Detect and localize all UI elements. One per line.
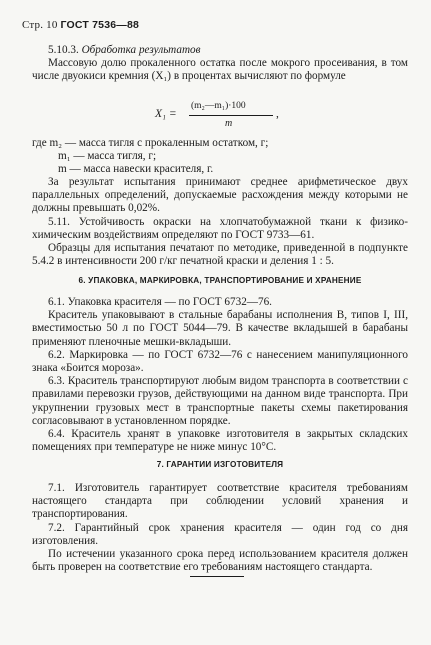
formula-definitions xyxy=(32,137,268,176)
section-7-heading: 7. ГАРАНТИИ ИЗГОТОВИТЕЛЯ xyxy=(156,460,284,469)
paragraph-6-1-b: Краситель упаковывают в стальные барабаны исполнения В, типов I, III, вместимостью 50 л по ГОСТ 5044—79. В качестве вкладышей в барабаны применяют пленочные мешки-вкладыши. xyxy=(32,309,408,348)
formula xyxy=(155,98,355,134)
paragraph-samples: Образцы для испытания печатают по методике, приведенной в подпункте 5.4.2 в интенсивности 200 г/кг печатной краски и деления 1 : 5. xyxy=(32,242,408,268)
section-5-results xyxy=(32,176,408,268)
section-5-10-3 xyxy=(32,44,408,84)
fraction-bar xyxy=(189,115,273,116)
subsection-title: 5.10.3. Обработка результатов xyxy=(48,44,201,56)
paragraph-7-3: По истечении указанного срока перед использованием красителя должен быть проверен на соответствие его требованиям настоящего стандарта. xyxy=(32,548,408,574)
section-6-heading: 6. УПАКОВКА, МАРКИРОВКА, ТРАНСПОРТИРОВАНИЕ И ХРАНЕНИЕ xyxy=(78,276,362,285)
end-rule xyxy=(190,576,244,577)
paragraph-result: За результат испытания принимают среднее арифметическое двух параллельных определений, допускаемые расхождения между которыми не должны превышать 0,02%. xyxy=(32,176,408,215)
section-6 xyxy=(32,296,408,454)
definition-m: m — масса навески красителя, г. xyxy=(58,163,214,175)
formula-denominator: m xyxy=(225,118,233,129)
definition-m1: m₁ — масса тигля, г; xyxy=(58,150,157,162)
paragraph-residue: Массовую долю прокаленного остатка после мокрого просеивания, в том числе двуокиси кремния (X₁) в процентах вычисляют по формуле xyxy=(32,57,408,83)
paragraph-5-11: 5.11. Устойчивость окраски на хлопчатобумажной ткани к физико-химическим воздействиям определяют по ГОСТ 9733—61. xyxy=(32,215,408,241)
formula-lhs: X₁ = xyxy=(155,108,177,120)
standard-code: ГОСТ 7536—88 xyxy=(60,19,140,31)
paragraph-7-1: 7.1. Изготовитель гарантирует соответствие красителя требованиям настоящего стандарта при соблюдении условий хранения и транспортирования. xyxy=(32,482,408,521)
page-header xyxy=(22,19,139,31)
formula-numerator: (m₂—m₁)·100 xyxy=(191,101,246,111)
formula-comma: , xyxy=(276,108,279,120)
paragraph-6-1: 6.1. Упаковка красителя — по ГОСТ 6732—76. xyxy=(48,296,272,308)
paragraph-6-3: 6.3. Краситель транспортируют любым видом транспорта в соответствии с правилами перевозки грузов, действующими на данном виде транспорта. При укрупнении грузовых мест в транспортные пакеты схемы пакетирования согласовывают в установленном порядке. xyxy=(32,375,408,427)
paragraph-6-2: 6.2. Маркировка — по ГОСТ 6732—76 с нанесением манипуляционного знака «Боится мороза». xyxy=(32,348,408,375)
definition-m2: где m₂ — масса тигля с прокаленным остатком, г; xyxy=(32,137,269,149)
section-7 xyxy=(32,482,408,574)
paragraph-6-4: 6.4. Краситель хранят в упаковке изготовителя в закрытых складских помещениях при температуре не ниже минус 10°С. xyxy=(32,428,408,454)
page-number: Стр. 10 xyxy=(22,19,58,31)
paragraph-7-2: 7.2. Гарантийный срок хранения красителя — один год со дня изготовления. xyxy=(32,521,408,547)
